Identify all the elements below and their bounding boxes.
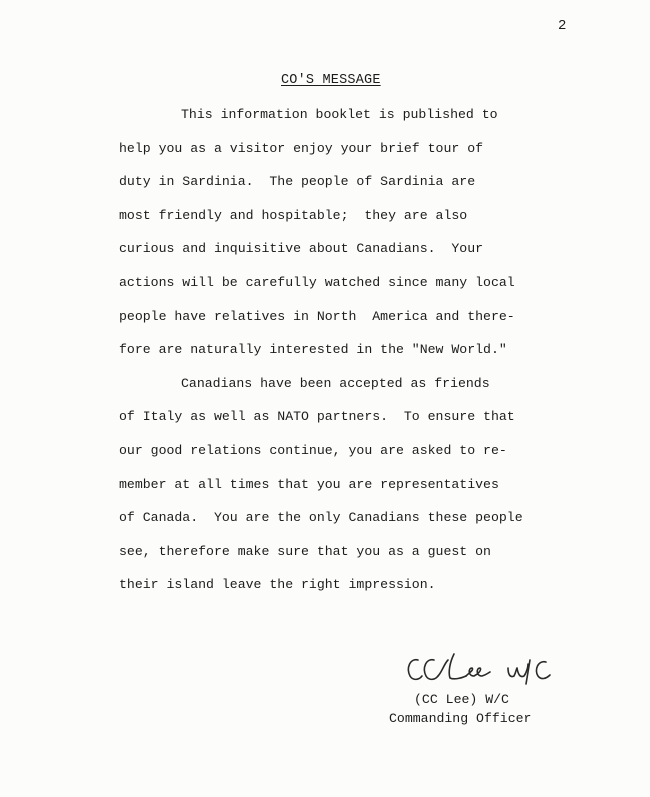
paragraph-2-line-2: of Italy as well as NATO partners. To ensure that (119, 409, 515, 425)
paragraph-2-line-4: member at all times that you are representatives (119, 476, 499, 492)
paragraph-2-line-1: Canadians have been accepted as friends (181, 375, 490, 391)
paragraph-1-line-3: duty in Sardinia. The people of Sardinia are (119, 174, 476, 190)
paragraph-1-line-4: most friendly and hospitable; they are also (119, 207, 468, 223)
signer-title: Commanding Officer (389, 711, 532, 726)
paragraph-1-line-1: This information booklet is published to (181, 107, 498, 122)
signer-name: (CC Lee) W/C (414, 692, 509, 707)
handwritten-signature (404, 650, 584, 686)
paragraph-2-line-7: their island leave the right impression. (119, 577, 436, 593)
paragraph-2-line-5: of Canada. You are the only Canadians these people (119, 510, 523, 526)
paragraph-2-line-3: our good relations continue, you are asked to re- (119, 442, 507, 458)
message-body (119, 101, 599, 605)
paragraph-2-line-6: see, therefore make sure that you as a guest on (119, 543, 491, 559)
paragraph-1-line-2: help you as a visitor enjoy your brief tour of (119, 140, 484, 156)
paragraph-1-line-7: people have relatives in North America and there- (119, 308, 515, 324)
paragraph-1-line-6: actions will be carefully watched since many local (119, 274, 515, 290)
page-title: CO'S MESSAGE (281, 73, 381, 88)
page-number: 2 (558, 18, 567, 34)
paragraph-1-line-8: fore are naturally interested in the "New World." (119, 342, 507, 358)
paragraph-1-line-5: curious and inquisitive about Canadians. Your (119, 241, 484, 257)
